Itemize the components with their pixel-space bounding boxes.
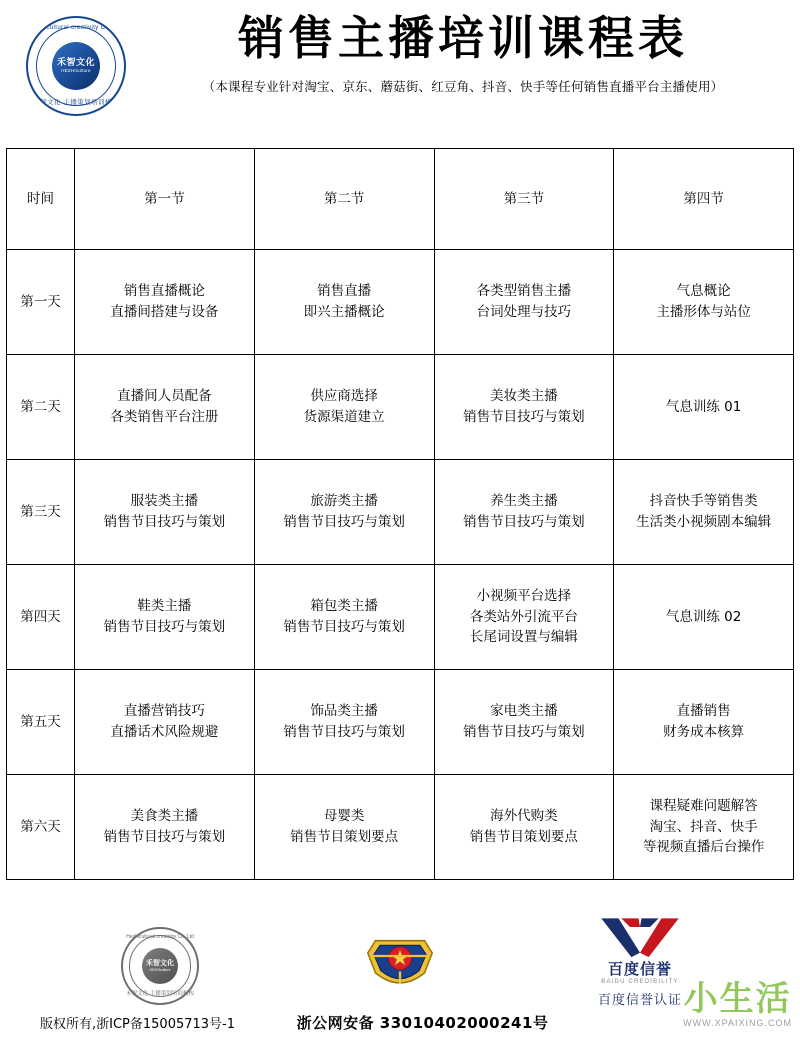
- schedule-cell: [434, 565, 614, 670]
- schedule-cell-line: 主播形体与站位: [656, 304, 751, 320]
- schedule-cell-line: 台词处理与技巧: [476, 304, 572, 320]
- schedule-cell-line: 直播营销技巧: [123, 703, 205, 720]
- schedule-cell: [614, 355, 794, 460]
- company-seal-icon: [26, 16, 126, 116]
- baidu-credit-badge: [565, 924, 715, 1008]
- schedule-cell: [614, 565, 794, 670]
- page-title: 销售主播培训课程表: [238, 11, 688, 65]
- schedule-cell-line: 销售节目技巧与策划: [103, 619, 226, 635]
- schedule-cell-line: 长尾词设置与编辑: [469, 629, 578, 646]
- schedule-cell: [434, 775, 614, 880]
- schedule-cell-line: 销售直播概论: [123, 283, 205, 300]
- schedule-cell: [614, 775, 794, 880]
- column-header-period-1: 第一节: [75, 149, 255, 250]
- row-time-label: 第二天: [7, 355, 75, 460]
- row-time-label: 第三天: [7, 460, 75, 565]
- seal-core-cn: 禾智文化: [56, 56, 95, 67]
- schedule-cell-line: 饰品类主播: [310, 703, 378, 720]
- schedule-cell: [254, 670, 434, 775]
- schedule-cell-line: 销售节目策划要点: [469, 829, 578, 845]
- schedule-table-wrapper: [0, 120, 800, 880]
- seal2-core: [142, 948, 178, 984]
- schedule-cell-line: 各类站外引流平台: [469, 608, 578, 625]
- baidu-credit: [565, 924, 715, 1008]
- table-row: [7, 775, 794, 880]
- title-block: [136, 10, 782, 95]
- icp-record-text: 版权所有,浙ICP备15005713号-1: [40, 1017, 236, 1032]
- baidu-v-icon: [597, 914, 683, 960]
- schedule-cell: [254, 355, 434, 460]
- row-time-label: 第一天: [7, 250, 75, 355]
- watermark-url-text: WWW.XPAIXING.COM: [683, 1018, 792, 1028]
- schedule-cell-line: 销售节目技巧与策划: [283, 724, 405, 740]
- seal-arc-top-text: Hezhicultural creativity Co.,Ltd: [29, 25, 123, 31]
- schedule-table: [6, 148, 794, 880]
- watermark-main-text: 小生活: [683, 979, 792, 1019]
- schedule-cell-line: 销售节目技巧与策划: [103, 514, 226, 530]
- schedule-cell-line: 销售节目策划要点: [290, 829, 399, 845]
- row-time-label: 第四天: [7, 565, 75, 670]
- schedule-cell: [614, 460, 794, 565]
- schedule-cell-line: 销售直播: [317, 283, 372, 300]
- company-seal-gray-icon: [121, 927, 199, 1005]
- schedule-cell-line: 箱包类主播: [310, 598, 378, 615]
- schedule-cell-line: 课程疑难问题解答: [649, 797, 758, 814]
- baidu-credit-pinyin: BAIDU CREDIBILITY: [601, 979, 679, 985]
- baidu-credit-caption: 百度信誉认证: [597, 993, 682, 1008]
- schedule-cell-line: 家电类主播: [490, 703, 558, 720]
- seal-arc-bottom-text: 禾智文化·主播策划培训机构: [33, 99, 119, 106]
- schedule-cell-line: 美食类主播: [130, 808, 199, 825]
- schedule-cell-line: 气息训练 01: [665, 398, 742, 415]
- schedule-cell-line: 旅游类主播: [310, 493, 378, 510]
- seal-core-en: HEZHIculture: [61, 68, 91, 74]
- column-header-period-4: 第四节: [614, 149, 794, 250]
- schedule-cell: [254, 775, 434, 880]
- police-badge: [325, 924, 475, 1008]
- schedule-cell-line: 服装类主播: [130, 493, 199, 510]
- schedule-cell: [434, 355, 614, 460]
- row-time-label: 第五天: [7, 670, 75, 775]
- schedule-cell-line: 生活类小视频剧本编辑: [636, 514, 772, 530]
- schedule-cell: [75, 775, 255, 880]
- schedule-cell: [434, 670, 614, 775]
- seal2-arc-bottom-text: 禾智文化·主播策划培训机构: [126, 991, 194, 997]
- table-header-row: [7, 149, 794, 250]
- schedule-cell-line: 即兴主播概论: [303, 304, 385, 320]
- schedule-cell-line: 气息概论: [676, 283, 731, 300]
- column-header-time: 时间: [7, 149, 75, 250]
- footer-legal-line: [0, 1008, 800, 1041]
- schedule-cell-line: 直播间人员配备: [117, 388, 212, 405]
- schedule-cell-line: 气息训练 02: [665, 608, 742, 625]
- schedule-cell: [254, 565, 434, 670]
- schedule-cell-line: 销售节目技巧与策划: [463, 724, 585, 740]
- page-subtitle: （本课程专业针对淘宝、京东、蘑菇街、红豆角、抖音、快手等任何销售直播平台主播使用）: [202, 78, 724, 94]
- table-row: [7, 355, 794, 460]
- column-header-period-3: 第三节: [434, 149, 614, 250]
- footer-badges: [0, 924, 800, 1008]
- schedule-cell-line: 美妆类主播: [490, 388, 558, 405]
- schedule-cell-line: 各类型销售主播: [476, 283, 572, 300]
- table-row: [7, 460, 794, 565]
- schedule-cell-line: 直播间搭建与设备: [110, 304, 219, 320]
- baidu-credit-title: 百度信誉: [607, 960, 672, 978]
- table-body: [7, 250, 794, 880]
- schedule-cell: [75, 250, 255, 355]
- document-footer: [0, 924, 800, 1044]
- table-row: [7, 670, 794, 775]
- table-row: [7, 250, 794, 355]
- schedule-cell-line: 鞋类主播: [137, 598, 192, 615]
- schedule-cell-line: 海外代购类: [490, 808, 558, 825]
- footer-company-seal-badge: [85, 924, 235, 1008]
- schedule-cell: [75, 565, 255, 670]
- schedule-cell: [614, 670, 794, 775]
- schedule-cell: [75, 355, 255, 460]
- schedule-cell-line: 销售节目技巧与策划: [103, 829, 226, 845]
- schedule-cell: [254, 460, 434, 565]
- schedule-cell-line: 淘宝、抖音、快手: [649, 818, 758, 835]
- table-header: [7, 149, 794, 250]
- schedule-cell-line: 母婴类: [323, 808, 365, 825]
- schedule-cell-line: 财务成本核算: [663, 724, 745, 740]
- schedule-cell: [75, 670, 255, 775]
- schedule-cell-line: 销售节目技巧与策划: [283, 619, 405, 635]
- schedule-cell-line: 供应商选择: [310, 388, 378, 405]
- schedule-cell-line: 等视频直播后台操作: [642, 839, 765, 856]
- schedule-cell-line: 直播话术风险规避: [110, 724, 219, 740]
- police-emblem-icon: [361, 933, 439, 999]
- schedule-cell-line: 销售节目技巧与策划: [283, 514, 405, 530]
- schedule-cell-line: 直播销售: [676, 703, 731, 720]
- schedule-cell-line: 各类销售平台注册: [110, 409, 219, 425]
- schedule-cell-line: 养生类主播: [490, 493, 558, 510]
- table-row: [7, 565, 794, 670]
- schedule-cell: [254, 250, 434, 355]
- schedule-cell-line: 小视频平台选择: [476, 587, 572, 604]
- seal2-core-cn: 禾智文化: [146, 960, 174, 967]
- schedule-cell-line: 销售节目技巧与策划: [463, 409, 585, 425]
- seal2-core-en: HEZHIculture: [149, 967, 171, 972]
- schedule-cell: [75, 460, 255, 565]
- seal-core: [52, 42, 100, 90]
- company-logo: [18, 10, 136, 120]
- document-header: [0, 0, 800, 120]
- seal2-arc-top-text: Hezhicultural creativity Co.,Ltd: [126, 934, 194, 940]
- gongan-record-text: 浙公网安备 33010402000241号: [296, 1014, 549, 1032]
- schedule-cell-line: 抖音快手等销售类: [649, 493, 758, 510]
- column-header-period-2: 第二节: [254, 149, 434, 250]
- schedule-cell: [434, 460, 614, 565]
- row-time-label: 第六天: [7, 775, 75, 880]
- schedule-cell: [434, 250, 614, 355]
- schedule-cell-line: 货源渠道建立: [303, 409, 385, 425]
- schedule-cell-line: 销售节目技巧与策划: [463, 514, 585, 530]
- schedule-cell: [614, 250, 794, 355]
